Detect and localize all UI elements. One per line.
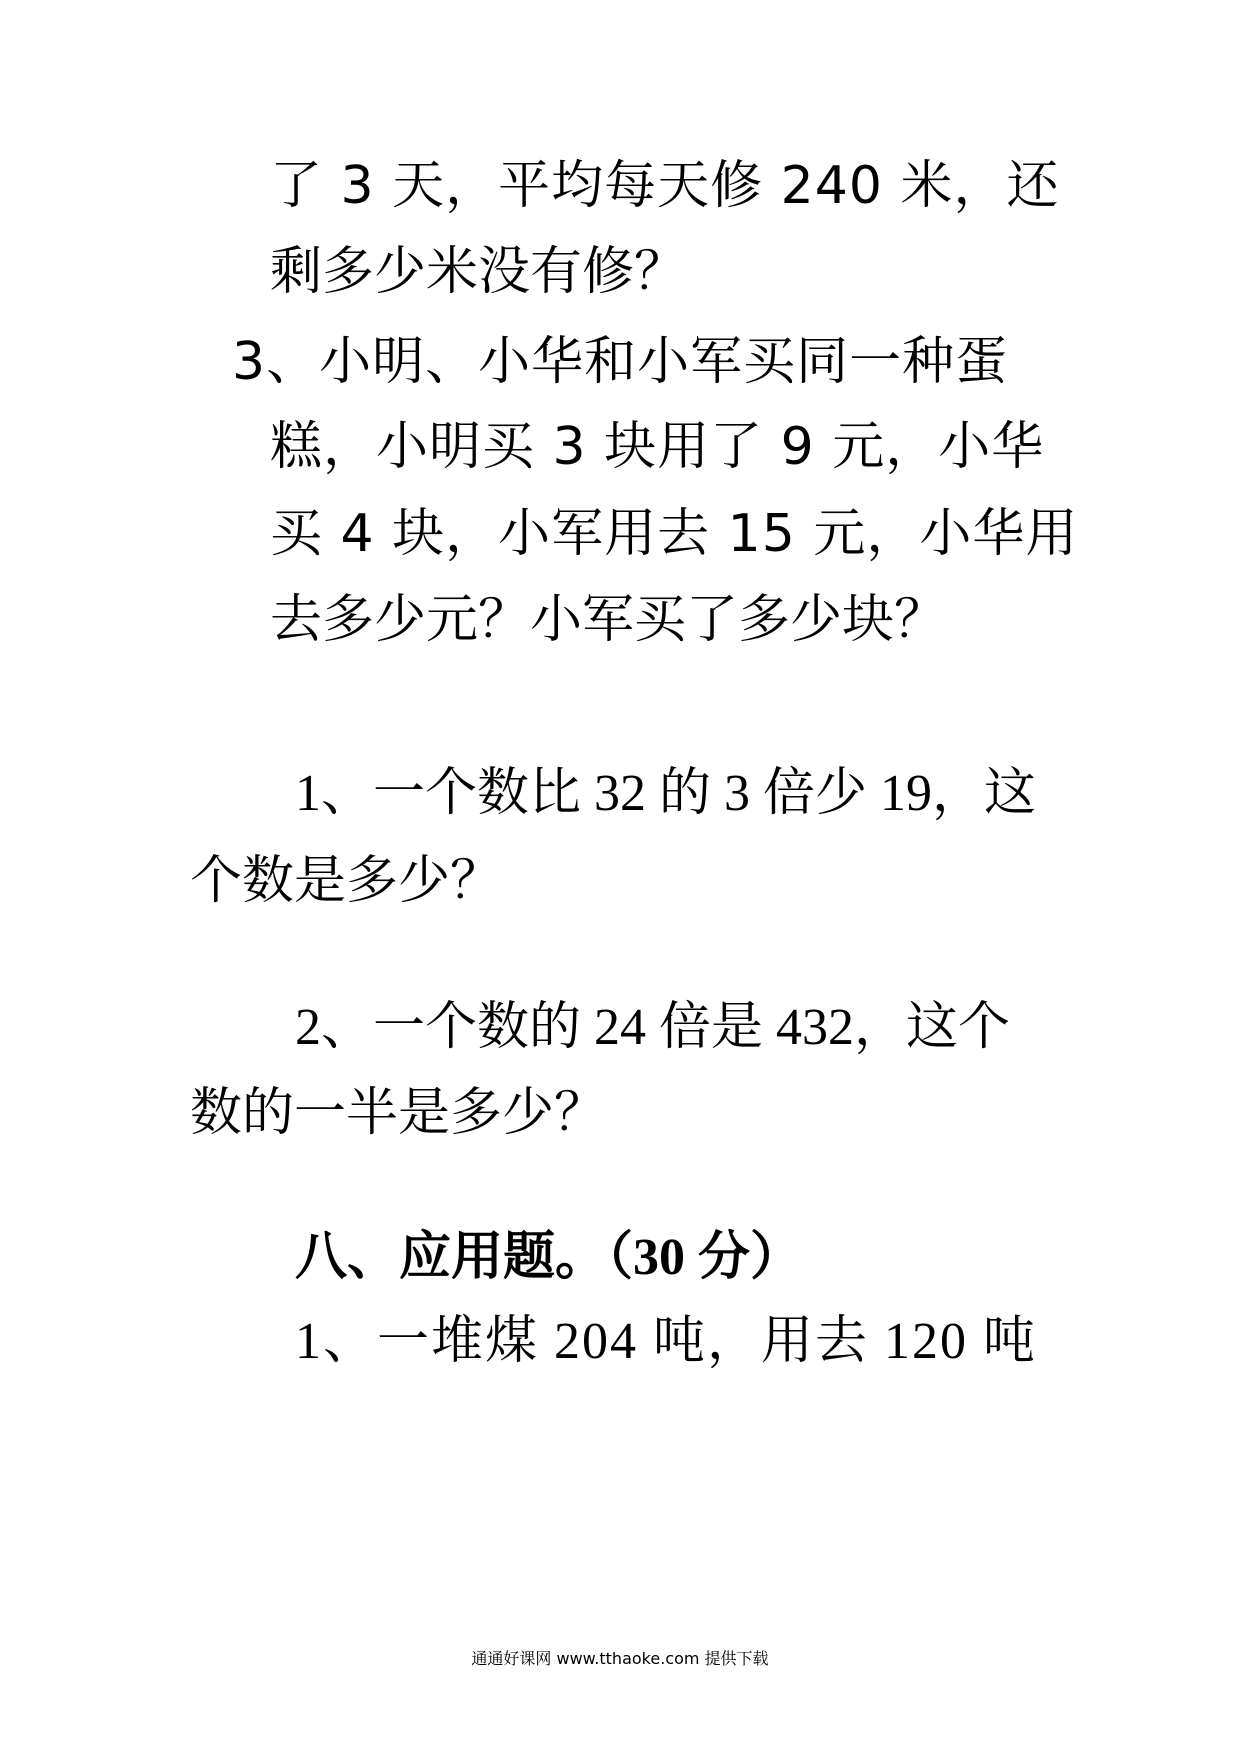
problem-3-line: 买 4 块，小军用去 15 元，小华用 bbox=[270, 504, 1079, 564]
problem-text-line: 剩多少米没有修？ bbox=[270, 242, 687, 302]
page-footer: 通通好课网 www.tthaoke.com 提供下载 bbox=[471, 1649, 769, 1668]
problem-3-line: 糕，小明买 3 块用了 9 元，小华 bbox=[270, 417, 1045, 477]
problem-3-line: 去多少元？小军买了多少块？ bbox=[270, 590, 947, 650]
problem-2-line: 2、一个数的 24 倍是 432，这个 bbox=[295, 999, 1011, 1056]
section-8-problem-1-line: 1、一堆煤 204 吨，用去 120 吨 bbox=[295, 1313, 1038, 1370]
problem-text-line: 了 3 天，平均每天修 240 米，还 bbox=[270, 156, 1060, 216]
problem-1-line: 个数是多少？ bbox=[190, 853, 503, 910]
section-heading: 八、应用题。（30 分） bbox=[295, 1229, 803, 1286]
problem-3-line: 3、小明、小华和小军买同一种蛋 bbox=[232, 332, 1009, 392]
problem-2-line: 数的一半是多少？ bbox=[190, 1085, 607, 1142]
problem-1-line: 1、一个数比 32 的 3 倍少 19，这 bbox=[295, 765, 1037, 822]
